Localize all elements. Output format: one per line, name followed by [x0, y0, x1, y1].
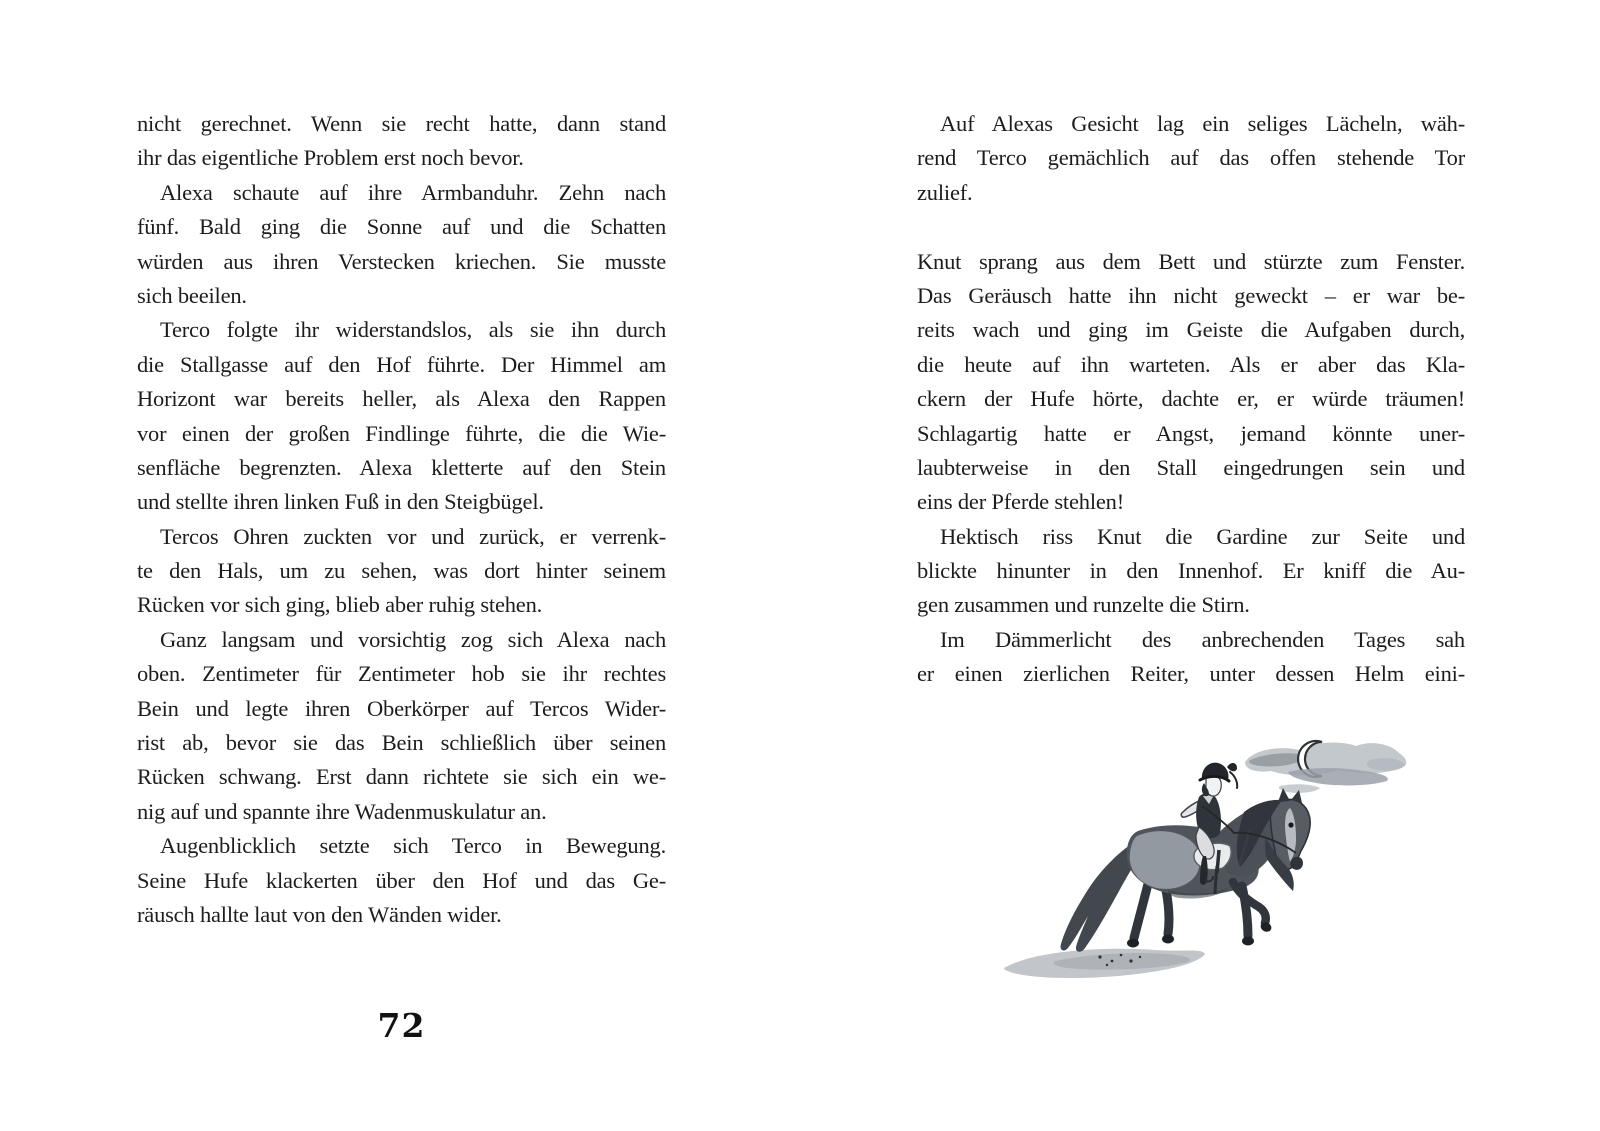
text-line: ckern der Hufe hörte, dachte er, er würde träumen! [917, 386, 1465, 412]
horse-hoof [1242, 937, 1254, 946]
text-line: die heute auf ihn warteten. Als er aber das Kla- [917, 351, 1465, 377]
text-line: reits wach und ging im Geiste die Aufgaben durch, [917, 317, 1465, 343]
text-line: räusch hallte laut von den Wänden wider. [137, 901, 502, 927]
text-line: Horizont war bereits heller, als Alexa den Rappen [137, 386, 666, 412]
text-line: oben. Zentimeter für Zentimeter hob sie ihr rechtes [137, 661, 666, 687]
text-line: Bein und legte ihren Oberkörper auf Tercos Wider- [137, 695, 666, 721]
text-line: würden aus ihren Verstecken kriechen. Sie musste [137, 248, 666, 274]
text-line: Seine Hufe klackerten über den Hof und das Ge- [137, 867, 666, 893]
text-line: Tercos Ohren zuckten vor und zurück, er verrenk- [160, 523, 666, 549]
text-line: blickte hinunter in den Innenhof. Er kniff die Au- [917, 558, 1465, 584]
text-line: rend Terco gemächlich auf das offen stehende Tor [917, 145, 1465, 171]
text-line: senfläche begrenzten. Alexa kletterte auf den Stein [137, 454, 666, 480]
text-line: Terco folgte ihr widerstandslos, als sie ihn durch [160, 317, 666, 343]
text-line: Hektisch riss Knut die Gardine zur Seite und [940, 523, 1465, 549]
helmet-bow [1227, 763, 1237, 771]
horse-muzzle [1290, 857, 1303, 870]
text-line: Rücken schwang. Erst dann richtete sie sich ein we- [137, 764, 666, 790]
text-line: gen zusammen und runzelte die Stirn. [917, 592, 1250, 618]
text-line: fünf. Bald ging die Sonne auf und die Schatten [137, 214, 666, 240]
text-line: nig auf und spannte ihre Wadenmuskulatur an. [137, 798, 547, 824]
text-line: nicht gerechnet. Wenn sie recht hatte, dann stand [137, 111, 666, 136]
text-line: die Stallgasse auf den Hof führte. Der Himmel am [137, 351, 666, 377]
text-line: Im Dämmerlicht des anbrechenden Tages sah [940, 626, 1465, 652]
text-line: rist ab, bevor sie das Bein schließlich über seinen [137, 730, 666, 756]
horse-rider-illustration [950, 700, 1450, 1000]
text-line: Alexa schaute auf ihre Armbanduhr. Zehn nach [160, 179, 666, 205]
text-line: er einen zierlichen Reiter, unter dessen Helm eini- [917, 661, 1465, 687]
text-line: Rücken vor sich ging, blieb aber ruhig stehen. [137, 592, 543, 618]
text-line: ihr das eigentliche Problem erst noch bevor. [137, 145, 524, 171]
text-line: Das Geräusch hatte ihn nicht geweckt – er war be- [917, 282, 1465, 308]
text-line: zulief. [917, 179, 973, 205]
right-page-text [917, 107, 1465, 692]
text-line: Augenblicklich setzte sich Terco in Bewegung. [160, 833, 666, 859]
horse-hoof [1127, 939, 1139, 948]
text-line: sich beeilen. [137, 282, 247, 308]
text-line: te den Hals, um zu sehen, was dort hinter seinem [137, 558, 666, 584]
horse-hoof [1162, 935, 1174, 944]
page-number: 72 [377, 1006, 426, 1045]
text-line: Auf Alexas Gesicht lag ein seliges Lächeln, wäh- [940, 111, 1465, 136]
horse-eye [1288, 822, 1293, 827]
text-line: eins der Pferde stehlen! [917, 489, 1124, 515]
text-line: und stellte ihren linken Fuß in den Steigbügel. [137, 489, 544, 515]
text-line: laubterweise in den Stall eingedrungen sein und [917, 454, 1465, 480]
ground-shadow [1004, 949, 1205, 978]
text-line: Schlagartig hatte er Angst, jemand könnte uner- [917, 420, 1465, 446]
blank-line [917, 210, 1465, 244]
text-line: vor einen der großen Findlinge führte, die die Wie- [137, 420, 666, 446]
text-line: Knut sprang aus dem Bett und stürzte zum Fenster. [917, 248, 1465, 274]
left-page-text [137, 107, 666, 932]
text-line: Ganz langsam und vorsichtig zog sich Alexa nach [160, 626, 666, 652]
